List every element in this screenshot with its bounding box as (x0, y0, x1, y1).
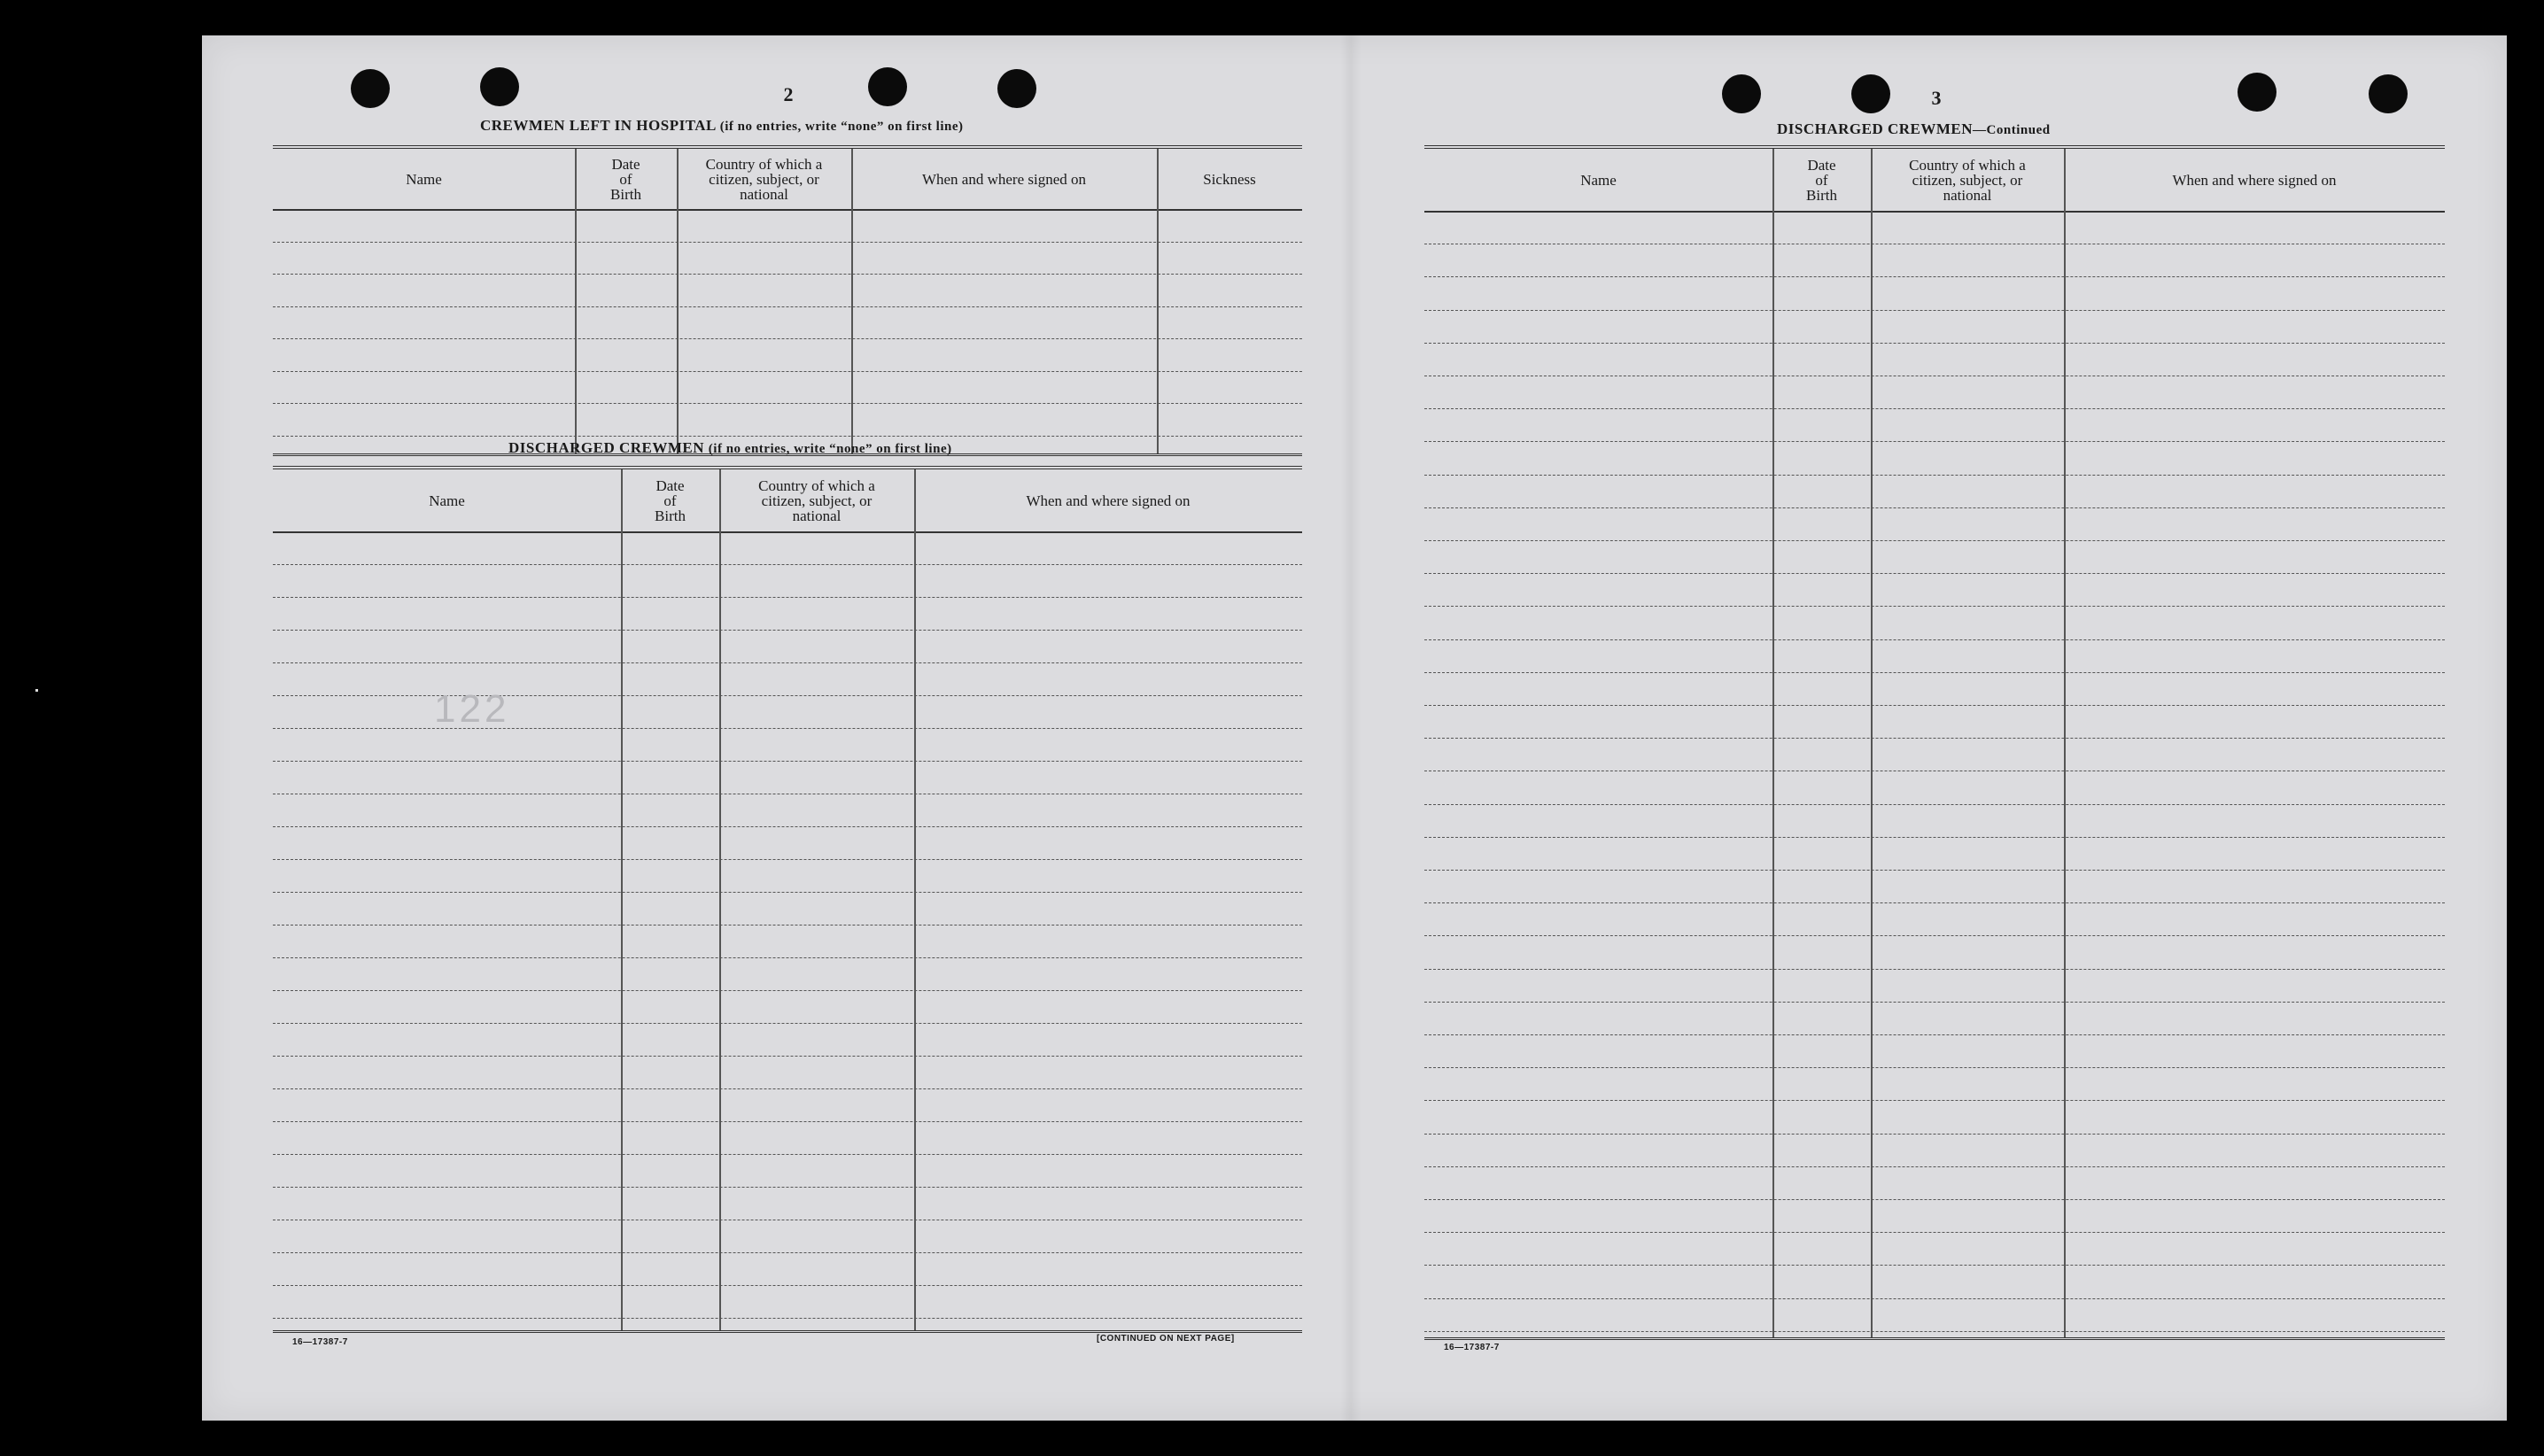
entry-row-line (1424, 1298, 2445, 1299)
column-divider (1157, 149, 1159, 453)
entry-row-line (1424, 1166, 2445, 1167)
entry-row-line (273, 564, 1302, 565)
entry-row-line (1424, 1034, 2445, 1035)
entry-row-line (1424, 276, 2445, 277)
scan-speck (35, 689, 38, 692)
column-divider (621, 469, 623, 1330)
form-number-right: 16—17387-7 (1444, 1343, 1500, 1352)
entry-row-line (1424, 837, 2445, 838)
entry-row-line (273, 1252, 1302, 1253)
column-header: Name (429, 492, 465, 509)
entry-row-line (273, 957, 1302, 958)
entry-row-line (1424, 1199, 2445, 1200)
entry-row-line (1424, 705, 2445, 706)
entry-row-line (1424, 475, 2445, 476)
entry-row-line (1424, 441, 2445, 442)
column-header: Date of Birth (655, 476, 686, 524)
hospital-table (273, 145, 1302, 453)
entry-row-line (273, 892, 1302, 893)
page-number-left: 2 (783, 83, 794, 105)
punch-hole (351, 69, 390, 108)
entry-row-line (1424, 343, 2445, 344)
form-number-left: 16—17387-7 (292, 1337, 348, 1347)
entry-row-line (273, 662, 1302, 663)
entry-row-line (273, 1187, 1302, 1188)
entry-row-line (273, 436, 1302, 437)
entry-row-line (1424, 738, 2445, 739)
entry-row-line (273, 1056, 1302, 1057)
entry-row-line (1424, 1265, 2445, 1266)
column-divider (719, 469, 721, 1330)
entry-row-line (1424, 870, 2445, 871)
punch-hole (2238, 73, 2276, 112)
column-header: When and where signed on (921, 170, 1087, 188)
entry-row-line (273, 403, 1302, 404)
entry-row-line (1424, 310, 2445, 311)
column-divider (914, 469, 916, 1330)
entry-row-line (1424, 1002, 2445, 1003)
entry-row-line (273, 274, 1302, 275)
entry-row-line (273, 761, 1302, 762)
entry-row-line (273, 990, 1302, 991)
column-header: Name (1580, 171, 1617, 189)
stamp-number: 122 (434, 687, 510, 731)
entry-row-line (1424, 1100, 2445, 1101)
discharged-title-main: DISCHARGED CREWMEN (508, 439, 705, 456)
discharged-table (273, 466, 1302, 1330)
hospital-section-title (480, 117, 964, 135)
entry-row-line (273, 728, 1302, 729)
entry-row-line (1424, 408, 2445, 409)
discharged-continued-note: —Continued (1973, 123, 2051, 137)
column-header: When and where signed on (2172, 171, 2337, 189)
entry-row-line (1424, 606, 2445, 607)
column-header: Country of which a citizen, subject, or national (1909, 156, 2026, 204)
column-divider (2064, 149, 2066, 1337)
entry-row-line (273, 695, 1302, 696)
discharged-continued-table (1424, 145, 2445, 1337)
entry-row-line (1424, 1232, 2445, 1233)
discharged-title-note: (if no entries, write “none” on first line) (708, 442, 952, 456)
page-number-right: 3 (1931, 87, 1942, 109)
entry-row-line (273, 338, 1302, 339)
entry-row-line (273, 1023, 1302, 1024)
column-divider (1871, 149, 1873, 1337)
continued-note: [CONTINUED ON NEXT PAGE] (1097, 1334, 1235, 1344)
punch-hole (868, 67, 907, 106)
entry-row-line (1424, 1331, 2445, 1332)
table-bottom-rule (1424, 1337, 2445, 1340)
column-divider (575, 149, 577, 453)
punch-hole (480, 67, 519, 106)
column-header: Date of Birth (610, 155, 641, 203)
entry-row-line (273, 1318, 1302, 1319)
hospital-title-note: (if no entries, write “none” on first line) (719, 120, 964, 134)
column-header: Name (406, 170, 442, 188)
entry-row-line (1424, 507, 2445, 508)
entry-row-line (1424, 639, 2445, 640)
entry-row-line (1424, 902, 2445, 903)
entry-row-line (1424, 1067, 2445, 1068)
column-header: When and where signed on (1026, 492, 1191, 509)
discharged-continued-title (1777, 120, 2051, 138)
entry-row-line (273, 1088, 1302, 1089)
punch-hole (1851, 74, 1890, 113)
entry-row-line (273, 826, 1302, 827)
column-header: Sickness (1203, 170, 1256, 188)
entry-row-line (1424, 573, 2445, 574)
column-header: Country of which a citizen, subject, or national (758, 476, 875, 524)
discharged-section-title (508, 439, 952, 457)
entry-row-line (273, 630, 1302, 631)
entry-row-line (1424, 935, 2445, 936)
entry-row-line (273, 371, 1302, 372)
column-divider (851, 149, 853, 453)
entry-row-line (1424, 1134, 2445, 1135)
column-header: Country of which a citizen, subject, or national (705, 155, 823, 203)
entry-row-line (273, 242, 1302, 243)
table-bottom-rule (273, 1330, 1302, 1333)
entry-row-line (273, 1285, 1302, 1286)
page-fold (1340, 35, 1361, 1421)
entry-row-line (273, 859, 1302, 860)
entry-row-line (1424, 540, 2445, 541)
hospital-title-main: CREWMEN LEFT IN HOSPITAL (480, 117, 716, 134)
column-divider (677, 149, 679, 453)
entry-row-line (273, 1154, 1302, 1155)
discharged-continued-main: DISCHARGED CREWMEN (1777, 120, 1974, 137)
punch-hole (2369, 74, 2408, 113)
entry-row-line (273, 1121, 1302, 1122)
entry-row-line (1424, 804, 2445, 805)
column-header: Date of Birth (1806, 156, 1837, 204)
entry-row-line (273, 306, 1302, 307)
punch-hole (1722, 74, 1761, 113)
entry-row-line (273, 597, 1302, 598)
punch-hole (997, 69, 1036, 108)
entry-row-line (1424, 969, 2445, 970)
document-spread (202, 35, 2507, 1421)
column-divider (1772, 149, 1774, 1337)
entry-row-line (1424, 672, 2445, 673)
